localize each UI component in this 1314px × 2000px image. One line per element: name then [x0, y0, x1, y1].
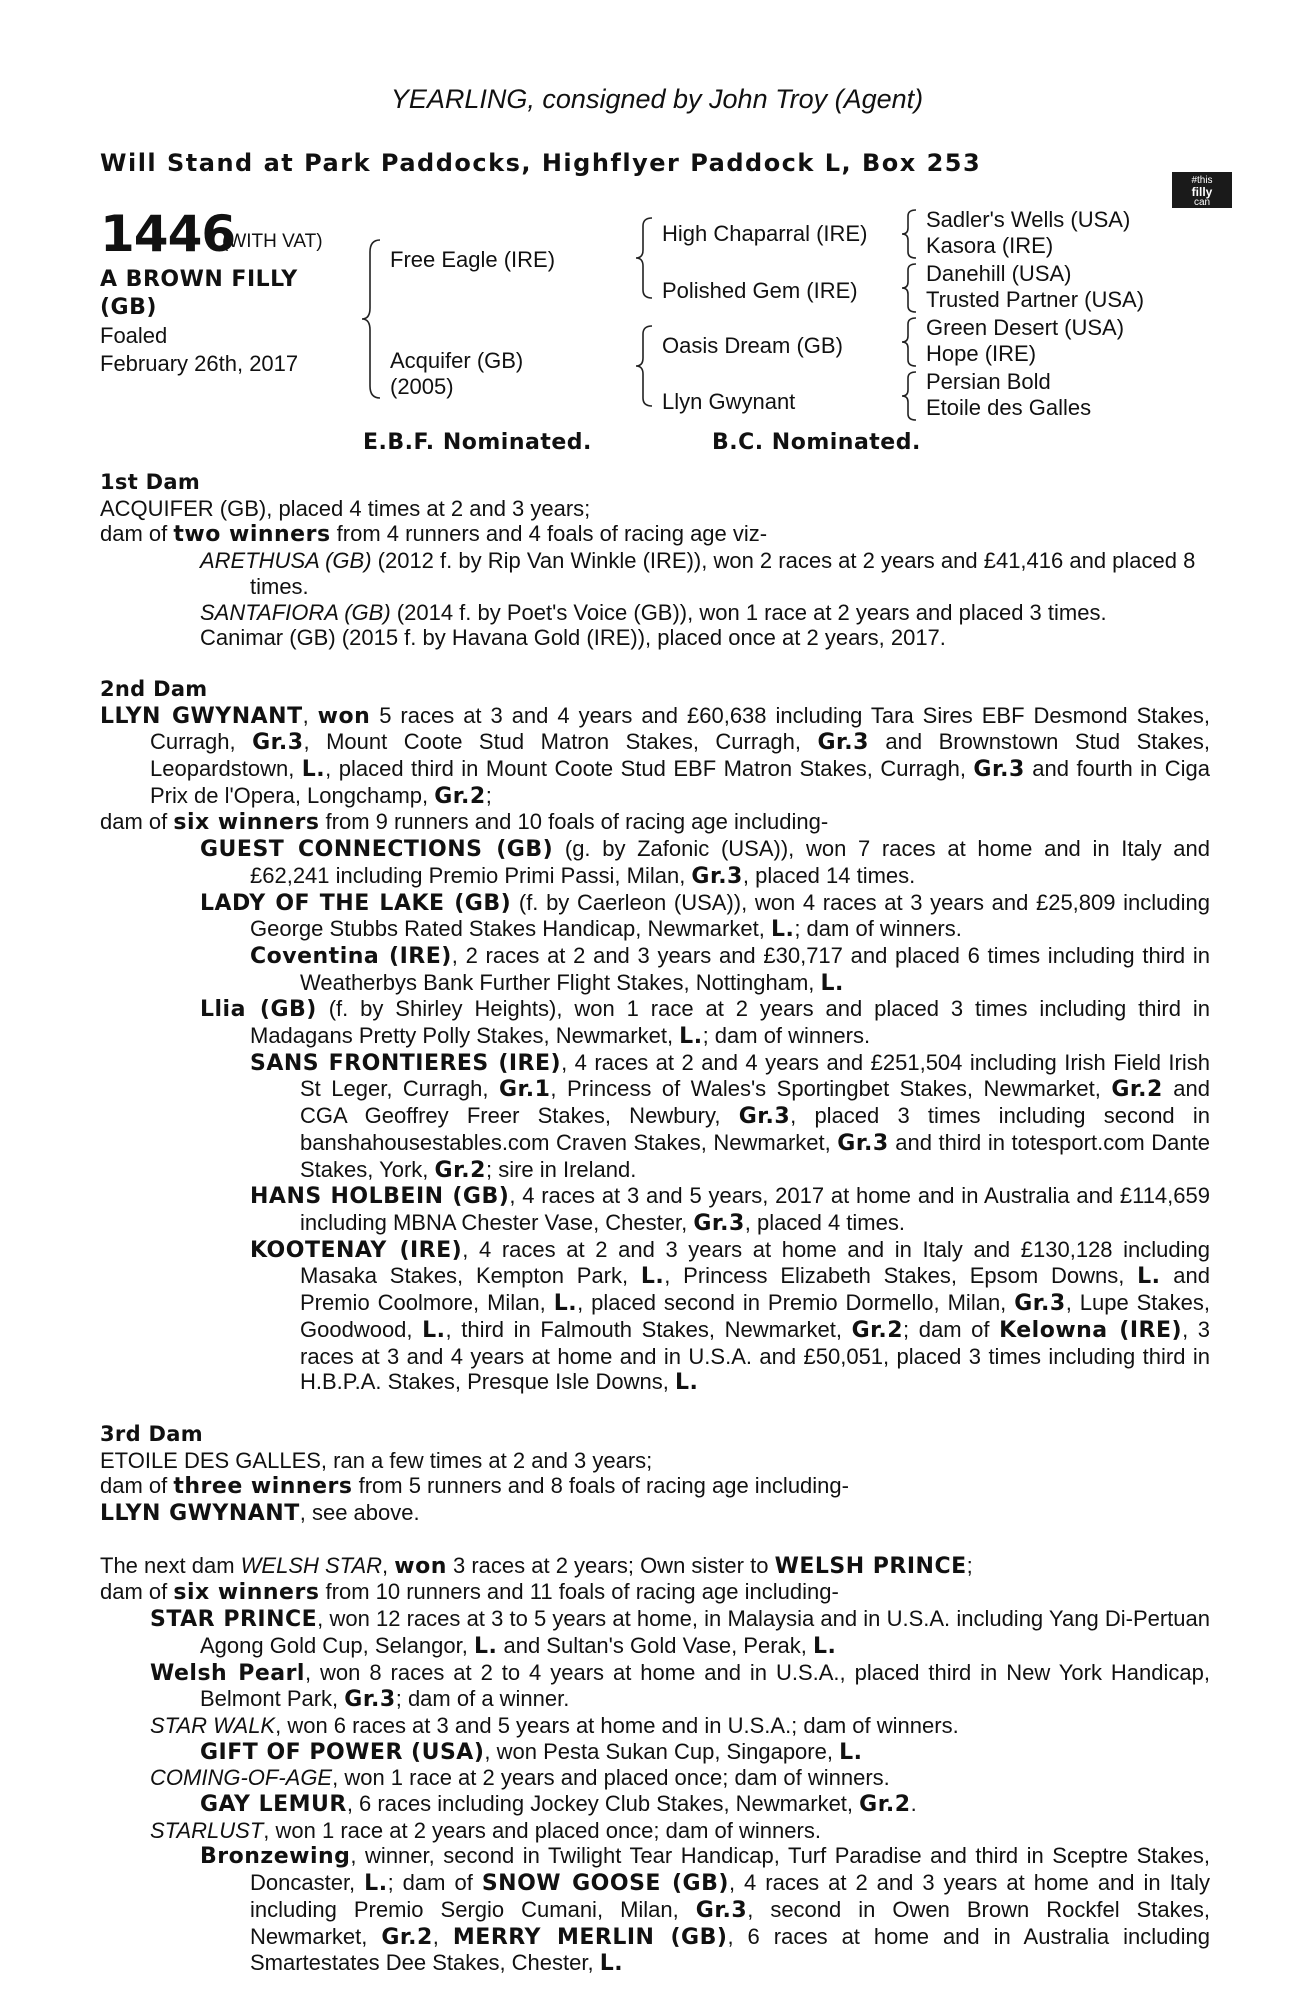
text: from 5 runners and 8 foals of racing age including-: [352, 1473, 849, 1499]
horse-name: GAY LEMUR: [200, 1792, 347, 1818]
text: ; dam of winners.: [794, 916, 962, 942]
first-dam-line: ACQUIFER (GB), placed 4 times at 2 and 3 years;: [100, 495, 591, 521]
grade: Gr.3: [691, 863, 743, 889]
foaled-label: Foaled: [100, 323, 168, 348]
winners-count: six winners: [173, 810, 320, 836]
produce-entry: [100, 1818, 1210, 1844]
grade: Gr.3: [344, 1687, 396, 1713]
horse-name: Bronzewing: [200, 1844, 351, 1870]
text: , won 12 races at 3 to 5 years at home, in Malaysia and in U.S.A. including Yang Di-Pertuan Agong Gold Cup, Selangor,: [200, 1606, 1210, 1658]
hashtag-badge: [1172, 172, 1232, 208]
page-title: YEARLING, consigned by John Troy (Agent): [390, 84, 924, 114]
horse-name: LLYN GWYNANT: [100, 1501, 300, 1527]
produce-entry: [100, 1713, 1210, 1739]
grade: Gr.3: [252, 730, 304, 756]
produce-entry: [100, 1606, 1210, 1659]
produce-entry: [100, 836, 1210, 889]
pedigree-sire-sire: High Chaparral (IRE): [662, 221, 868, 246]
badge-line: #this: [1191, 175, 1213, 186]
text: , won 8 races at 2 to 4 years at home and in U.S.A., placed third in New York Handicap, Belmont Park,: [200, 1659, 1210, 1712]
text: , 6 races including Jockey Club Stakes, Newmarket,: [346, 1791, 860, 1817]
text: , 6 races at home and in Australia including Smartestates Dee Stakes, Chester,: [250, 1923, 1210, 1976]
text: , see above.: [299, 1500, 420, 1526]
grade: L.: [1137, 1264, 1161, 1290]
grade: L.: [770, 917, 795, 943]
text: , Lupe Stakes, Goodwood,: [300, 1290, 1211, 1342]
text: ,: [382, 1552, 395, 1578]
text: ; sire in Ireland.: [485, 1156, 637, 1182]
text: The next dam: [100, 1552, 241, 1578]
grade: Gr.2: [434, 783, 486, 809]
ggp-brace-4: [900, 370, 920, 422]
produce-entry: Canimar (GB) (2015 f. by Havana Gold (IRE)), placed once at 2 years, 2017.: [200, 625, 946, 651]
text: , won Pesta Sukan Cup, Singapore,: [484, 1738, 840, 1764]
text: 3 races at 2 years; Own sister to: [446, 1552, 775, 1578]
stand-location: Will Stand at Park Paddocks, Highflyer Paddock L, Box 253: [100, 149, 982, 177]
produce-entry: [100, 890, 1210, 943]
ggp-brace-2: [900, 262, 920, 314]
dam-grandparents-brace: [634, 324, 656, 408]
pedigree-ggp: Hope (IRE): [926, 341, 1037, 366]
produce-entry: [100, 1843, 1210, 1977]
text: ; dam of: [387, 1870, 482, 1896]
text: , Mount Coote Stud Matron Stakes, Curragh,: [303, 729, 818, 755]
bc-nominated: B.C. Nominated.: [712, 430, 921, 455]
grade: L.: [364, 1871, 388, 1897]
horse-name: COMING-OF-AGE: [150, 1765, 333, 1791]
horse-name: STAR WALK: [150, 1712, 276, 1738]
horse-name: SANTAFIORA (GB): [200, 599, 391, 625]
horse-name: Welsh Pearl: [150, 1660, 305, 1686]
spacer: [100, 1396, 1210, 1422]
next-dam-record: [100, 1553, 1210, 1580]
horse-name: GUEST CONNECTIONS (GB): [200, 837, 554, 863]
text: and CGA Geoffrey Freer Stakes, Newbury,: [300, 1076, 1210, 1129]
horse-name: GIFT OF POWER (USA): [200, 1739, 485, 1765]
grade: Gr.2: [851, 1317, 904, 1343]
horse-name: SNOW GOOSE (GB): [481, 1871, 729, 1897]
grade: L.: [813, 1633, 837, 1659]
grade: Gr.3: [693, 1210, 745, 1236]
winners-count: six winners: [173, 1580, 320, 1606]
text: ;: [485, 782, 492, 808]
text: ,: [432, 1923, 453, 1949]
text: dam of: [100, 521, 174, 547]
text: and third in totesport.com Dante Stakes, York,: [300, 1129, 1210, 1182]
horse-name: Llia (GB): [200, 997, 317, 1023]
ggp-brace-3: [900, 316, 920, 368]
text: ; dam of winners.: [702, 1023, 871, 1049]
produce-entry: [100, 1739, 1210, 1766]
pedigree-ggp: Kasora (IRE): [926, 233, 1054, 258]
text: , 3 races at 3 and 4 years at home and in U.S.A. and £50,051, placed 3 times including third in H.B.P.A. Stakes, Presque Isle Downs,: [300, 1316, 1211, 1395]
text: and Premio Coolmore, Milan,: [300, 1263, 1210, 1316]
pedigree-ggp: Trusted Partner (USA): [926, 287, 1145, 312]
text: and Sultan's Gold Vase, Perak,: [497, 1632, 813, 1658]
sex-line: A BROWN FILLY: [100, 267, 298, 292]
horse-name: WELSH STAR: [240, 1552, 383, 1578]
sex-country: (GB): [100, 295, 157, 320]
badge-line: can: [1193, 197, 1211, 208]
text: ,: [302, 702, 318, 728]
text: dam of: [100, 1579, 174, 1605]
text: and fourth in Ciga Prix de l'Opera, Longchamp,: [150, 756, 1210, 808]
text: (f. by Shirley Heights), won 1 race at 2 years and placed 3 times including third in Madagans Pretty Polly Stakes, Newmarket,: [250, 996, 1210, 1049]
text: (g. by Zafonic (USA)), won 7 races at home and in Italy and £62,241 including Premio Primi Passi, Milan,: [250, 836, 1210, 888]
horse-name: Coventina (IRE): [250, 943, 452, 969]
grade: Gr.1: [498, 1077, 551, 1103]
foaled-info: [100, 322, 298, 378]
pedigree-dam-dam: Llyn Gwynant: [662, 389, 796, 414]
first-dam-produce-summary: [100, 521, 1210, 548]
text: ;: [966, 1552, 973, 1578]
text: , placed 3 times including second in banshahousestables.com Craven Stakes, Newmarket,: [300, 1103, 1210, 1155]
pedigree-dam-sire: Oasis Dream (GB): [662, 333, 843, 358]
grade: L.: [679, 1024, 703, 1050]
horse-name: LLYN GWYNANT: [100, 703, 303, 729]
pedigree-ggp: Etoile des Galles: [926, 395, 1092, 420]
text: , 4 races at 2 and 4 years and £251,504 including Irish Field Irish St Leger, Curragh,: [300, 1049, 1210, 1102]
grade: L.: [820, 970, 844, 996]
catalogue-body: [100, 470, 1210, 1977]
grade: L.: [640, 1264, 665, 1290]
winners-count: two winners: [173, 522, 331, 548]
pedigree-dam: Acquifer (GB): [390, 348, 524, 373]
text: , placed second in Premio Dormello, Milan,: [577, 1290, 1015, 1316]
text: , Princess Elizabeth Stakes, Epsom Downs,: [664, 1263, 1138, 1289]
grade: Gr.3: [837, 1130, 889, 1156]
grade: Gr.2: [1111, 1077, 1163, 1103]
pedigree-sire: Free Eagle (IRE): [390, 247, 556, 272]
produce-entry: [100, 1183, 1210, 1236]
horse-name: HANS HOLBEIN (GB): [250, 1184, 510, 1210]
lot-number: 1446: [100, 205, 236, 263]
grade: Gr.2: [381, 1924, 433, 1950]
produce-entry: [100, 600, 1210, 626]
vat-note: (WITH VAT): [222, 231, 323, 252]
winners-count: three winners: [173, 1474, 353, 1500]
text: , Princess of Wales's Sportingbet Stakes, Newmarket,: [550, 1076, 1112, 1102]
text: , 4 races at 2 and 3 years at home and in Italy and £130,128 including Masaka Stakes, Kempton Park,: [300, 1236, 1211, 1289]
text: , placed 14 times.: [742, 862, 916, 888]
text: from 10 runners and 11 foals of racing age including-: [319, 1579, 839, 1605]
text: dam of: [100, 809, 174, 835]
produce-entry: [100, 548, 1210, 599]
grade: Gr.3: [695, 1897, 748, 1923]
text: .: [910, 1791, 917, 1817]
horse-name: LADY OF THE LAKE (GB): [200, 890, 512, 916]
spacer: [100, 1527, 1210, 1553]
horse-name: WELSH PRINCE: [774, 1553, 967, 1579]
produce-entry: [100, 996, 1210, 1049]
produce-entry: [100, 1765, 1210, 1791]
grade: Gr.3: [817, 730, 869, 756]
horse-name: MERRY MERLIN (GB): [452, 1924, 728, 1950]
text: , winner, second in Twilight Tear Handicap, Turf Paradise and third in Sceptre Stakes, Doncaster,: [250, 1843, 1210, 1896]
grade: Gr.3: [973, 757, 1025, 783]
second-dam-produce-summary: [100, 809, 1210, 836]
text: (2014 f. by Poet's Voice (GB)), won 1 race at 2 years and placed 3 times.: [390, 599, 1107, 625]
text: , won 1 race at 2 years and placed once; dam of winners.: [332, 1765, 890, 1791]
grade: L.: [422, 1317, 446, 1343]
produce-entry: [100, 1050, 1210, 1184]
text: (2012 f. by Rip Van Winkle (IRE)), won 2 races at 2 years and £41,416 and placed 8 times.: [250, 548, 1196, 599]
text: , third in Falmouth Stakes, Newmarket,: [445, 1316, 852, 1342]
text: and Brownstown Stud Stakes, Leopardstown,: [150, 729, 1210, 782]
sire-dam-brace: [360, 238, 384, 400]
badge-line: filly: [1191, 185, 1213, 199]
produce-entry: [100, 1791, 1210, 1818]
text: , 4 races at 3 and 5 years, 2017 at home and in Australia and £114,659 including MBNA Chester Vase, Chester,: [300, 1183, 1210, 1235]
text: from 9 runners and 10 foals of racing age including-: [319, 809, 829, 835]
grade: L.: [599, 1951, 624, 1977]
text: , won 1 race at 2 years and placed once; dam of winners.: [263, 1817, 821, 1843]
pedigree-ggp: Sadler's Wells (USA): [926, 207, 1131, 232]
text: , 2 races at 2 and 3 years and £30,717 and placed 6 times including third in Weatherbys Bank Further Flight Stakes, Nottingham,: [300, 942, 1210, 995]
grade: L.: [839, 1739, 863, 1765]
first-dam-heading: 1st Dam: [100, 470, 201, 494]
pedigree-ggp: Danehill (USA): [926, 261, 1072, 286]
text: ; dam of a winner.: [395, 1686, 570, 1712]
horse-name: ARETHUSA (GB): [200, 548, 372, 574]
second-dam-heading: 2nd Dam: [100, 676, 208, 701]
second-dam-record: [100, 703, 1210, 810]
grade: L.: [473, 1633, 498, 1659]
third-dam-heading: 3rd Dam: [100, 1421, 203, 1446]
horse-name: SANS FRONTIERES (IRE): [250, 1050, 562, 1076]
horse-name: STAR PRINCE: [150, 1607, 318, 1633]
third-dam-line: ETOILE DES GALLES, ran a few times at 2 and 3 years;: [100, 1447, 653, 1473]
text: , won 6 races at 3 and 5 years at home and in U.S.A.; dam of winners.: [275, 1712, 959, 1738]
text: , second in Owen Brown Rockfel Stakes, Newmarket,: [250, 1896, 1210, 1949]
text: won: [394, 1553, 447, 1579]
grade: Gr.3: [1014, 1291, 1066, 1317]
pedigree-ggp: Green Desert (USA): [926, 315, 1125, 340]
pedigree-sire-dam: Polished Gem (IRE): [662, 278, 858, 303]
horse-name: STARLUST: [150, 1817, 264, 1843]
text: 5 races at 3 and 4 years and £60,638 including Tara Sires EBF Desmond Stakes, Curragh,: [150, 702, 1210, 755]
text: , placed 4 times.: [744, 1209, 905, 1235]
text: , placed third in Mount Coote Stud EBF Matron Stakes, Curragh,: [325, 756, 974, 782]
text: dam of: [100, 1473, 174, 1499]
text: ; dam of: [903, 1316, 1000, 1342]
produce-entry: [100, 943, 1210, 996]
grade: L.: [675, 1370, 699, 1396]
third-dam-produce-summary: [100, 1473, 1210, 1500]
produce-entry: [100, 1237, 1210, 1396]
text: (f. by Caerleon (USA)), won 4 races at 3 years and £25,809 including George Stubbs Rated Stakes Handicap, Newmarket,: [250, 889, 1210, 942]
next-dam-produce-summary: [100, 1579, 1210, 1606]
sire-grandparents-brace: [634, 216, 656, 300]
pedigree-ggp: Persian Bold: [926, 369, 1051, 394]
spacer: [100, 651, 1210, 677]
horse-name: Kelowna (IRE): [999, 1317, 1183, 1343]
lot-description: [100, 266, 298, 322]
grade: Gr.3: [738, 1104, 791, 1130]
text: from 4 runners and 4 foals of racing age viz-: [330, 521, 768, 547]
pedigree-dam-year: (2005): [390, 374, 454, 399]
text: , 4 races at 2 and 3 years at home and in Italy including Premio Sergio Cumani, Milan,: [250, 1870, 1210, 1922]
produce-entry: [100, 1500, 1210, 1527]
produce-entry: [100, 1660, 1210, 1713]
foaled-date: February 26th, 2017: [100, 351, 299, 376]
grade: L.: [301, 757, 326, 783]
ggp-brace-1: [900, 208, 920, 260]
grade: L.: [553, 1291, 578, 1317]
grade: Gr.2: [859, 1792, 911, 1818]
text: won: [317, 703, 371, 729]
horse-name: KOOTENAY (IRE): [250, 1237, 463, 1263]
ebf-nominated: E.B.F. Nominated.: [363, 430, 592, 455]
grade: Gr.2: [434, 1157, 486, 1183]
